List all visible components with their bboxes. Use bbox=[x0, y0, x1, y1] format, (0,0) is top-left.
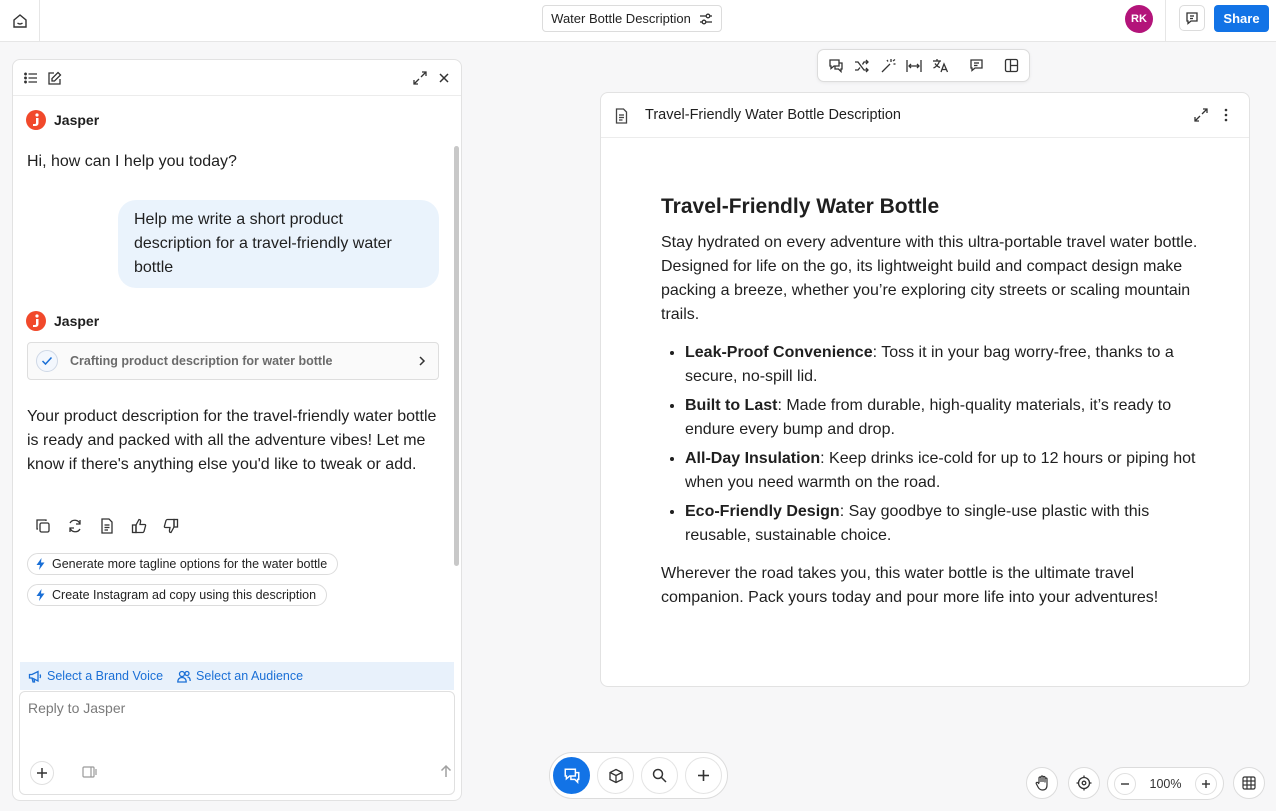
select-brand-voice-button[interactable] bbox=[28, 669, 163, 683]
assistant-response: Your product description for the travel-friendly water bottle is ready and packed with all the adventure vibes! Let me know if there's anything else you'd like to tweak or add. bbox=[27, 408, 437, 473]
assets-button[interactable] bbox=[597, 757, 634, 794]
home-icon bbox=[11, 12, 29, 30]
feature-text: : Toss it in your bag worry-free, thanks to a secure, no-spill lid. bbox=[685, 344, 1174, 385]
thumbs-down-icon[interactable] bbox=[161, 516, 180, 535]
document-header-title: Travel-Friendly Water Bottle Description bbox=[645, 107, 901, 123]
suggestion-label: Create Instagram ad copy using this description bbox=[52, 588, 317, 602]
zoom-controls bbox=[1107, 767, 1224, 800]
jasper-logo-icon bbox=[26, 110, 46, 130]
feature-title: Leak-Proof Convenience bbox=[685, 344, 873, 361]
context-bar bbox=[20, 662, 454, 690]
magic-wand-icon[interactable] bbox=[880, 57, 896, 75]
feature-title: Eco-Friendly Design bbox=[685, 503, 840, 520]
feature-list bbox=[685, 341, 1206, 548]
comments-button[interactable] bbox=[1179, 5, 1205, 31]
recenter-button[interactable] bbox=[1068, 767, 1100, 799]
add-button[interactable] bbox=[685, 757, 722, 794]
feature-title: All-Day Insulation bbox=[685, 450, 821, 467]
chat-bubble-icon[interactable] bbox=[828, 57, 844, 75]
text-width-icon[interactable] bbox=[906, 57, 922, 75]
cube-icon bbox=[608, 768, 624, 784]
users-icon bbox=[177, 670, 191, 683]
suggestion-label: Generate more tagline options for the water bottle bbox=[52, 557, 328, 571]
lightning-icon bbox=[36, 589, 45, 601]
scrollbar-thumb[interactable] bbox=[454, 146, 459, 566]
lightning-icon bbox=[36, 558, 45, 570]
thumbs-up-icon[interactable] bbox=[129, 516, 148, 535]
chat-mode-button[interactable] bbox=[553, 757, 590, 794]
grid-view-button[interactable] bbox=[1233, 767, 1265, 799]
zoom-level: 100% bbox=[1149, 776, 1182, 791]
close-icon[interactable] bbox=[436, 70, 452, 86]
shuffle-icon[interactable] bbox=[854, 57, 870, 75]
divider bbox=[1165, 0, 1166, 42]
comment-icon[interactable] bbox=[969, 57, 984, 75]
feature-title: Built to Last bbox=[685, 397, 778, 414]
chevron-right-icon bbox=[418, 355, 426, 367]
suggestion-chip[interactable] bbox=[27, 553, 338, 575]
jasper-logo-icon bbox=[26, 311, 46, 331]
chat-panel bbox=[12, 59, 462, 801]
feature-text: : Made from durable, high-quality materials, it’s ready to endure every bump and drop. bbox=[685, 397, 1172, 438]
regenerate-icon[interactable] bbox=[65, 516, 84, 535]
document-title: Water Bottle Description bbox=[551, 11, 691, 26]
more-options-icon[interactable] bbox=[1224, 108, 1228, 122]
select-audience-button[interactable] bbox=[177, 669, 303, 683]
task-label: Crafting product description for water bottle bbox=[70, 354, 333, 368]
document-header bbox=[601, 93, 1249, 138]
user-avatar[interactable]: RK bbox=[1125, 5, 1153, 33]
attach-plus-button[interactable] bbox=[30, 761, 54, 785]
layout-panels-icon[interactable] bbox=[1004, 57, 1019, 75]
document-closing: Wherever the road takes you, this water bottle is the ultimate travel companion. Pack yours today and pour more life into your adventures! bbox=[661, 565, 1159, 606]
task-status-card[interactable] bbox=[27, 342, 439, 380]
expand-icon[interactable] bbox=[412, 70, 428, 86]
top-bar bbox=[0, 0, 1276, 42]
feature-text: : Say goodbye to single-use plastic with this reusable, sustainable choice. bbox=[685, 503, 1150, 544]
suggestion-chip[interactable] bbox=[27, 584, 327, 606]
document-heading: Travel-Friendly Water Bottle bbox=[661, 195, 940, 218]
send-arrow-icon[interactable] bbox=[440, 764, 452, 778]
expand-icon[interactable] bbox=[1194, 108, 1208, 122]
feature-item bbox=[685, 394, 1206, 442]
megaphone-icon bbox=[28, 670, 42, 683]
copy-icon[interactable] bbox=[33, 516, 52, 535]
crosshair-icon bbox=[1076, 775, 1092, 791]
brand-voice-label: Select a Brand Voice bbox=[47, 669, 164, 683]
assistant-name: Jasper bbox=[54, 112, 100, 128]
document-title-button[interactable] bbox=[542, 5, 722, 32]
assistant-name: Jasper bbox=[54, 313, 100, 329]
new-chat-edit-icon[interactable] bbox=[46, 70, 62, 86]
list-icon[interactable] bbox=[23, 70, 39, 86]
search-icon bbox=[652, 768, 667, 783]
zoom-out-button[interactable] bbox=[1114, 773, 1136, 795]
response-actions bbox=[33, 516, 180, 535]
chat-bubbles-icon bbox=[563, 767, 581, 785]
document-icon[interactable] bbox=[97, 516, 116, 535]
document-intro: Stay hydrated on every adventure with this ultra-portable travel water bottle. Designed for life on the go, its lightweight build and compact design make packing a breeze, whether you’re exploring city streets or scaling mountain trails. bbox=[661, 234, 1198, 323]
document-card bbox=[600, 92, 1250, 687]
plus-icon bbox=[697, 769, 710, 782]
document-body[interactable] bbox=[661, 193, 1206, 624]
assistant-header-2 bbox=[26, 311, 99, 331]
search-button[interactable] bbox=[641, 757, 678, 794]
audience-label: Select an Audience bbox=[196, 669, 304, 683]
translate-icon[interactable] bbox=[932, 57, 949, 75]
share-button[interactable]: Share bbox=[1214, 5, 1269, 32]
context-panel-icon[interactable] bbox=[82, 765, 98, 779]
document-icon bbox=[615, 108, 628, 124]
zoom-in-button[interactable] bbox=[1195, 773, 1217, 795]
bottom-dock bbox=[549, 752, 728, 799]
feature-text: : Keep drinks ice-cold for up to 12 hours or piping hot when you need warmth on the road. bbox=[685, 450, 1196, 491]
assistant-header bbox=[26, 110, 99, 130]
feature-item bbox=[685, 341, 1206, 389]
reply-input[interactable] bbox=[28, 700, 428, 740]
grid-icon bbox=[1242, 776, 1256, 790]
hand-icon bbox=[1035, 775, 1050, 791]
home-button[interactable] bbox=[0, 0, 40, 42]
settings-sliders-icon bbox=[699, 13, 713, 25]
feature-item bbox=[685, 500, 1206, 548]
assistant-greeting: Hi, how can I help you today? bbox=[27, 153, 237, 170]
user-message: Help me write a short product description for a travel-friendly water bottle bbox=[118, 200, 439, 288]
editor-floating-toolbar bbox=[817, 49, 1030, 82]
chat-header bbox=[13, 60, 461, 96]
comment-icon bbox=[1185, 11, 1199, 25]
pan-hand-button[interactable] bbox=[1026, 767, 1058, 799]
chat-scrollbar[interactable] bbox=[451, 96, 461, 726]
check-icon bbox=[36, 350, 58, 372]
reply-box bbox=[19, 691, 455, 795]
feature-item bbox=[685, 447, 1206, 495]
